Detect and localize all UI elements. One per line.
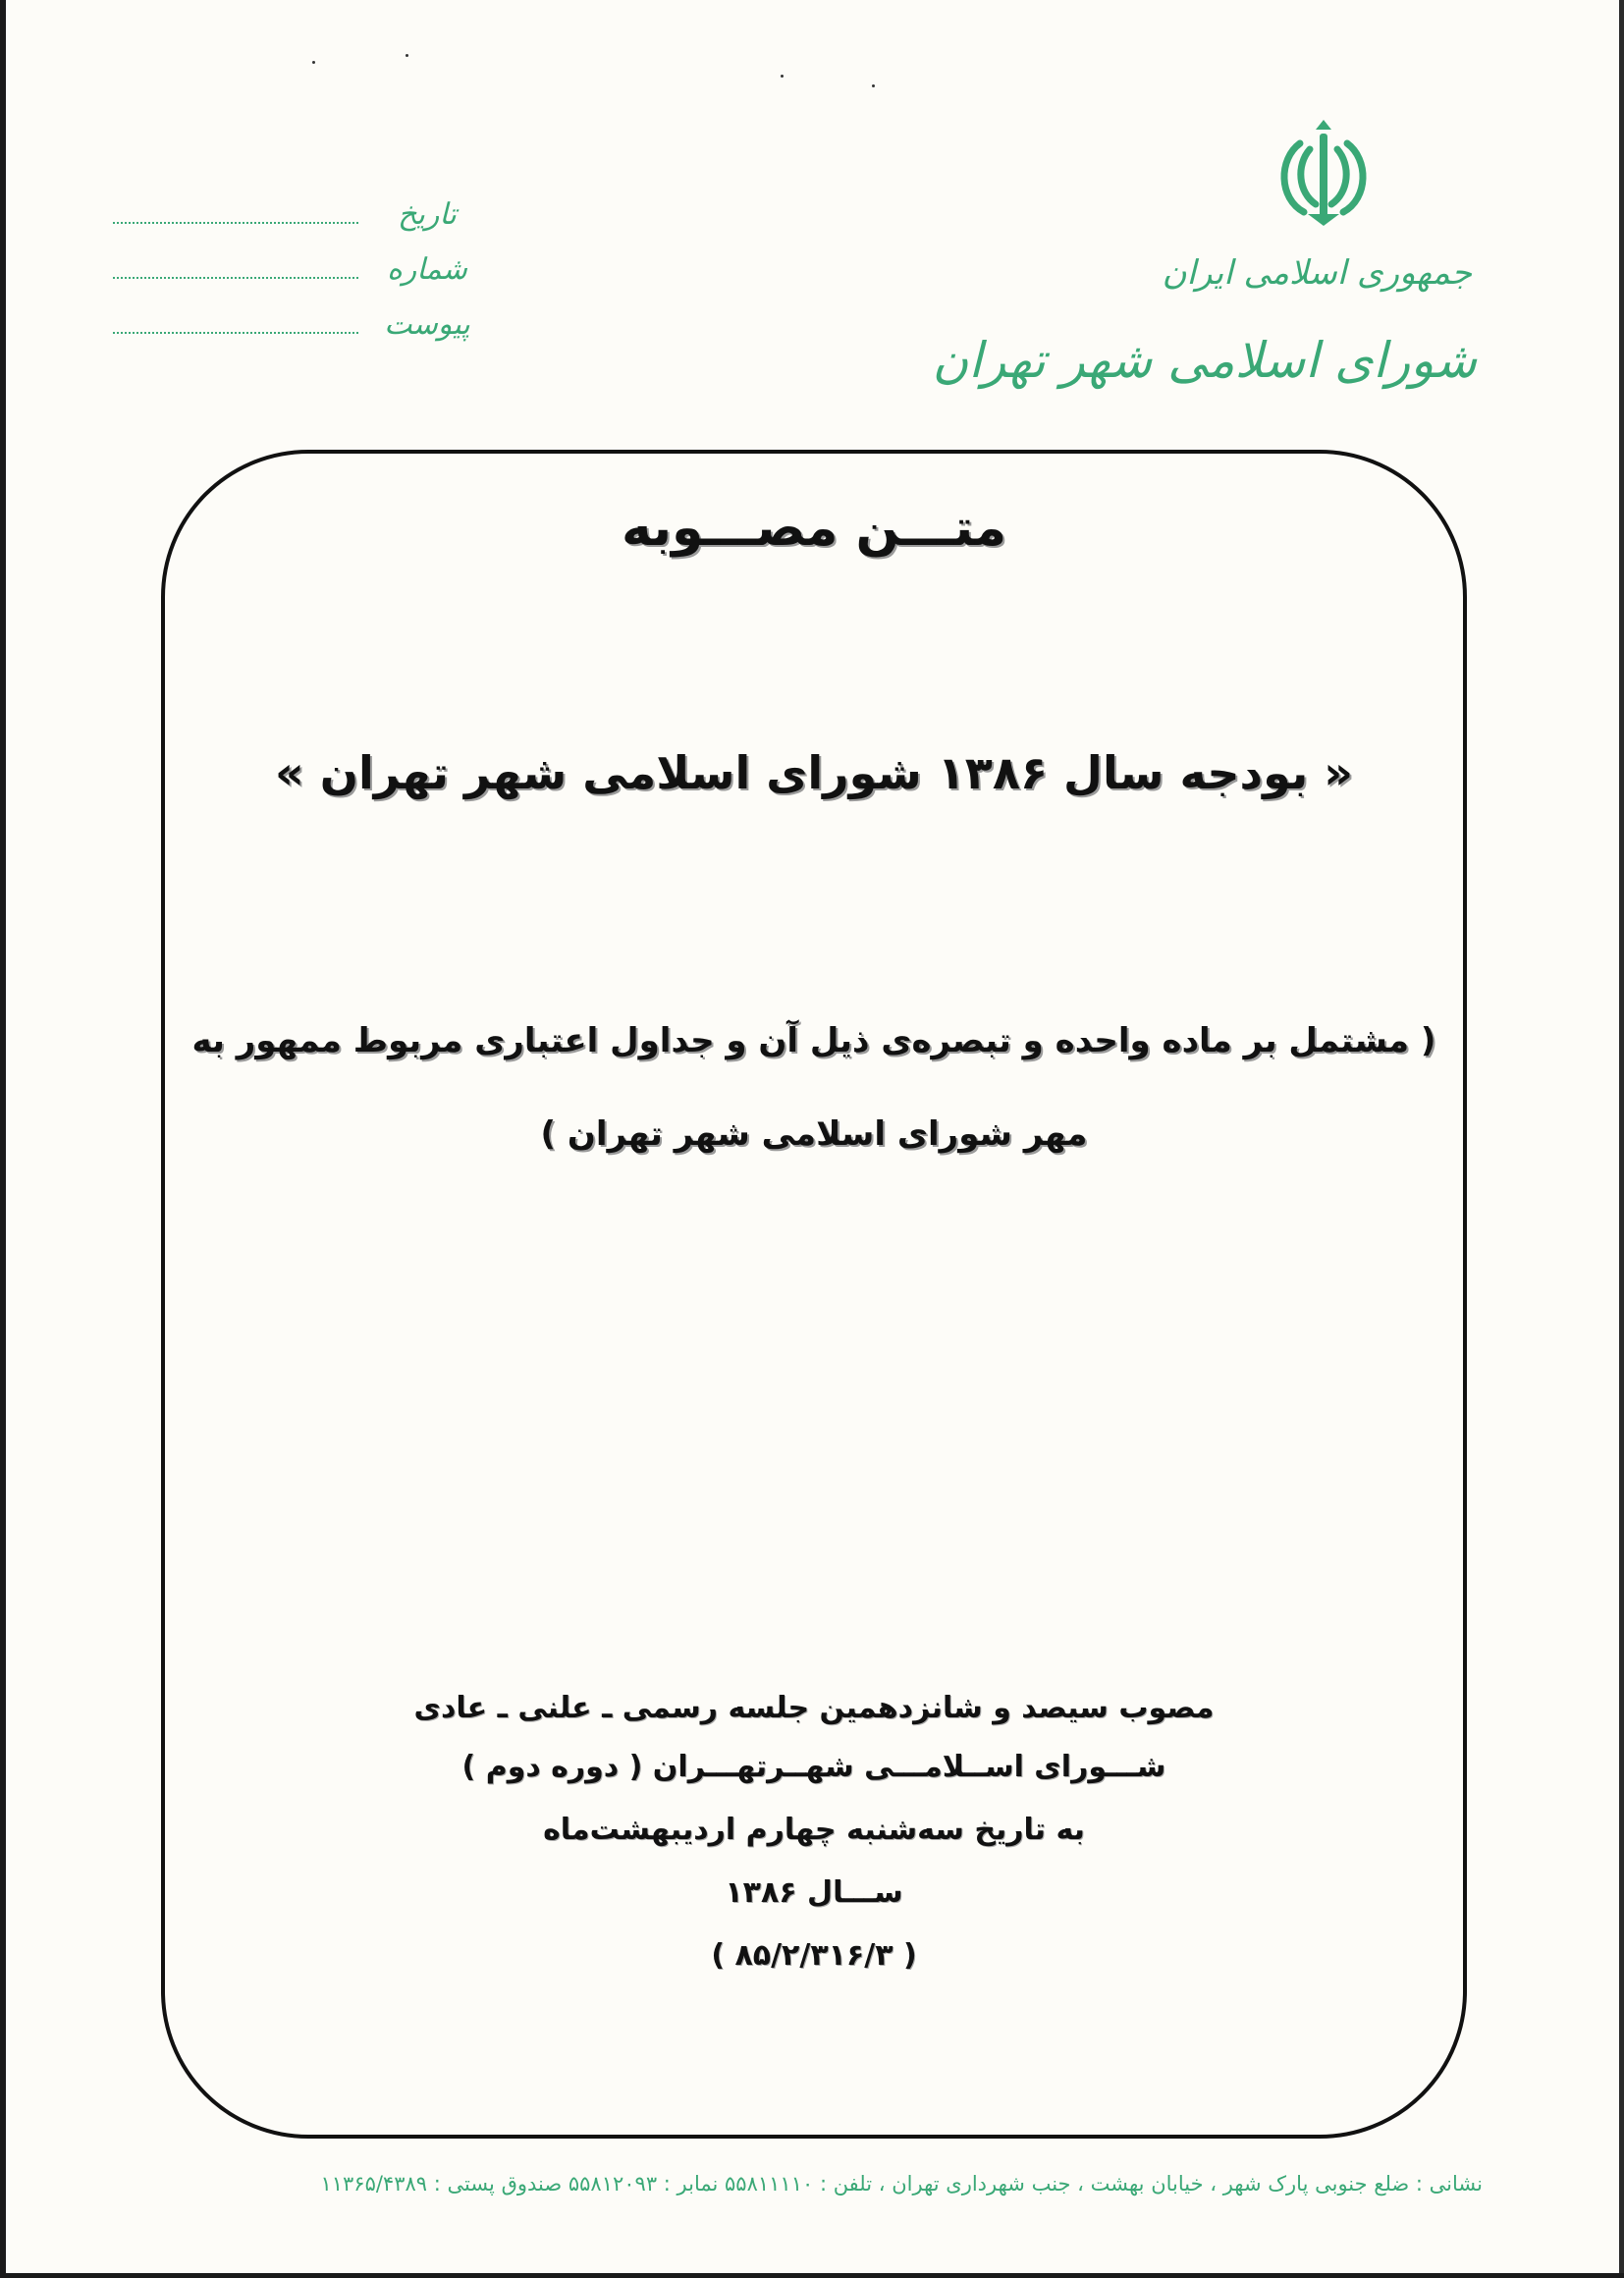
approval-year-line: ســـال ۱۳۸۶ bbox=[725, 1875, 903, 1910]
document-subject: « بودجه سال ۱۳۸۶ شورای اسلامی شهر تهران » bbox=[275, 746, 1353, 799]
description-line: ( مشتمل بر ماده واحده و تبصره‌ی ذیل آن و جداول اعتباری مربوط ممهور به bbox=[191, 1021, 1436, 1060]
org-name: جمهوری اسلامی ایران bbox=[1162, 253, 1472, 293]
date-field bbox=[113, 187, 476, 236]
scan-speck bbox=[406, 54, 408, 57]
attachment-field-line bbox=[113, 332, 358, 334]
description-line: مهر شورای اسلامی شهر تهران ) bbox=[540, 1114, 1088, 1154]
scan-speck bbox=[312, 61, 315, 64]
document-title: متـــن مصـــوبه bbox=[621, 499, 1007, 558]
date-field-line bbox=[113, 222, 358, 224]
scan-border-right bbox=[1619, 0, 1624, 2278]
number-field-line bbox=[113, 277, 358, 279]
footer-address: نشانی : ضلع جنوبی پارک شهر ، خیابان بهشت ، جنب شهرداری تهران ، تلفن : ۵۵۸۱۱۱۱۰ نمابر : ۵۵۸۱۲۰۹۳ صندوق پستی : ۱۱۳۶۵/۴۳۸۹ bbox=[320, 2172, 1483, 2196]
scan-border-left bbox=[0, 0, 6, 2278]
number-field-label: شماره bbox=[387, 252, 467, 287]
number-field bbox=[113, 242, 476, 291]
scan-speck bbox=[872, 84, 875, 87]
approval-session-line: مصوب سیصد و شانزدهمین جلسه رسمی ـ علنی ـ عادی bbox=[413, 1691, 1215, 1725]
approval-council-line: شـــورای اســلامـــی شهــرتهـــران ( دوره دوم ) bbox=[461, 1750, 1166, 1784]
attachment-field bbox=[113, 297, 476, 346]
approval-reference-number: ( ۸۵/۲/۳۱۶/۳ ) bbox=[711, 1938, 917, 1973]
scan-border-bottom bbox=[0, 2273, 1624, 2278]
approval-date-line: به تاریخ سه‌شنبه چهارم اردیبهشت‌ماه bbox=[543, 1813, 1085, 1847]
attachment-field-label: پیوست bbox=[384, 307, 470, 342]
iran-emblem-icon bbox=[1265, 116, 1382, 234]
scan-speck bbox=[781, 75, 784, 78]
council-name: شورای اسلامی شهر تهران bbox=[932, 332, 1477, 389]
date-field-label: تاریخ bbox=[398, 197, 457, 232]
